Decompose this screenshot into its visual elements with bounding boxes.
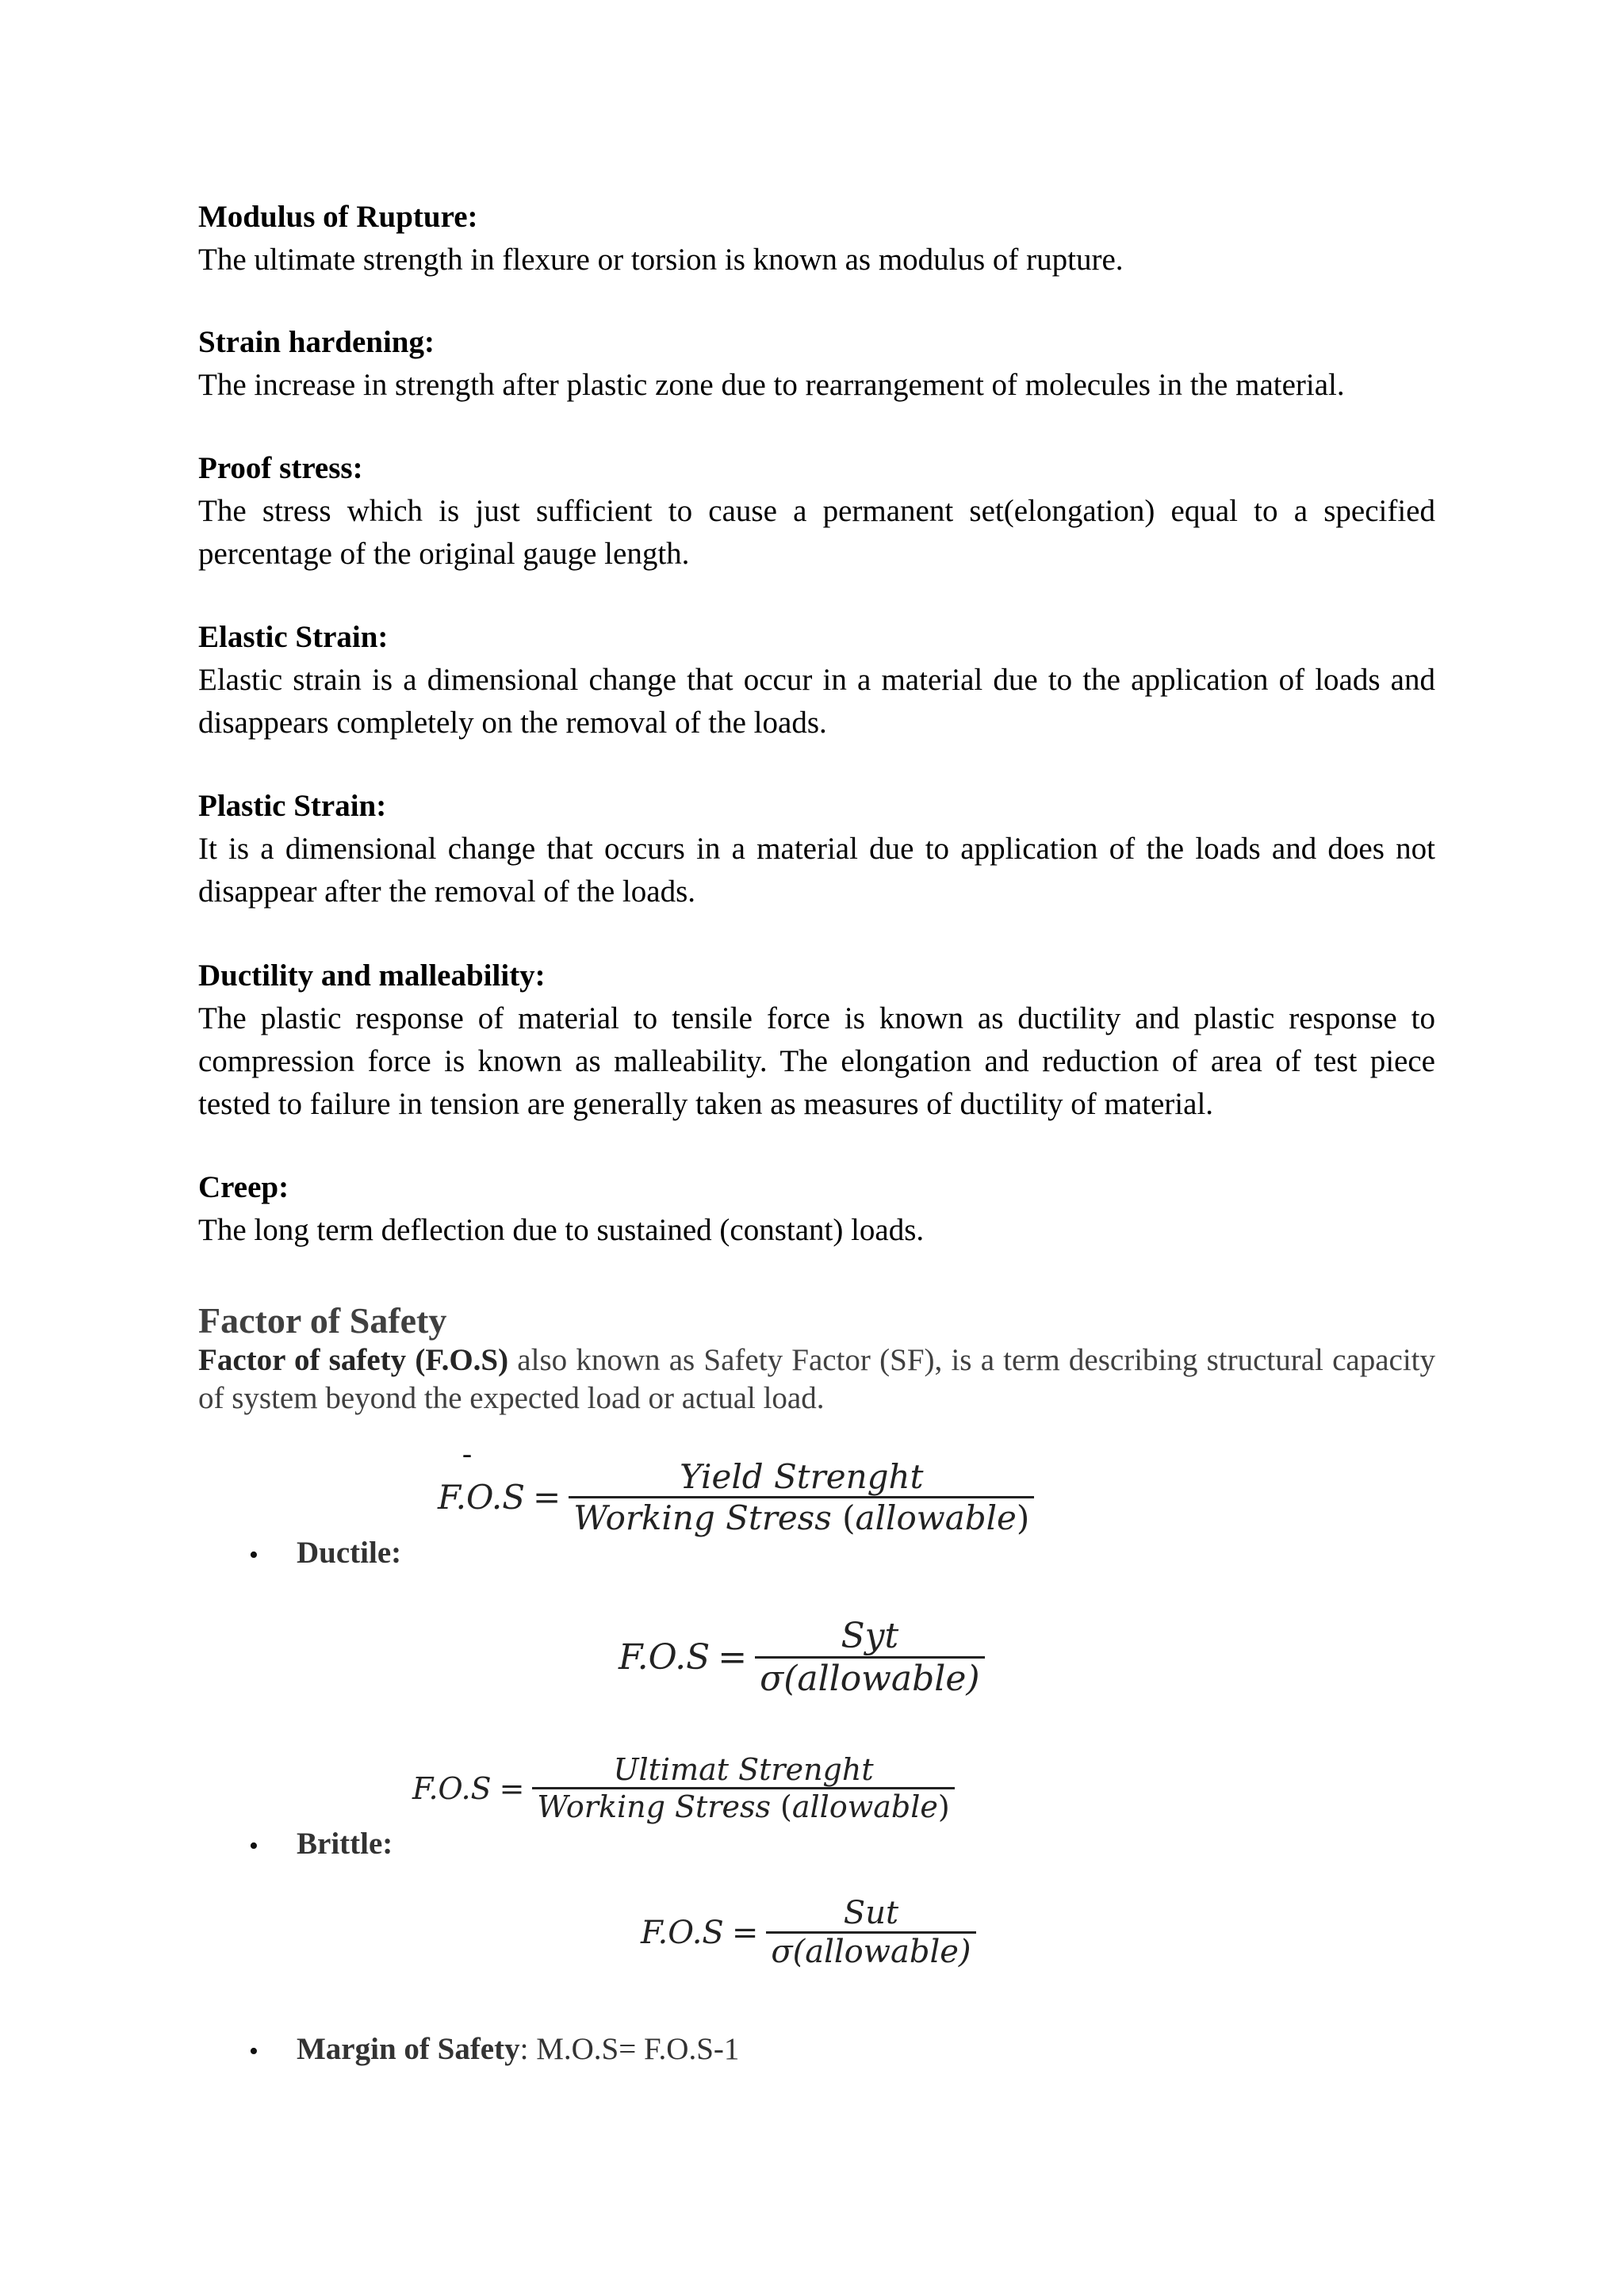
- formula-numerator: Ultimat Strenght: [613, 1752, 874, 1787]
- den-part: Working Stress: [537, 1789, 781, 1824]
- den-paren-open: (: [780, 1789, 792, 1824]
- formula-fraction: [532, 1752, 954, 1824]
- definition-creep: [198, 1166, 1435, 1252]
- definition-term: Elastic Strain:: [198, 620, 389, 654]
- formula-numerator: Sut: [843, 1895, 899, 1931]
- fos-intro-bold: Factor of safety (F.O.S): [198, 1343, 509, 1377]
- definition-ductility-malleability: [198, 955, 1435, 1126]
- definition-text: The long term deflection due to sustained (constant) loads.: [198, 1213, 925, 1247]
- formula-fraction: [755, 1616, 984, 1699]
- bullet-brittle: [297, 1826, 393, 1862]
- stray-dash: -: [462, 1437, 472, 1469]
- formula-denominator: [532, 1787, 954, 1824]
- bullet-margin-of-safety: [297, 2031, 739, 2067]
- den-paren-close: ): [1016, 1498, 1030, 1537]
- formula-fraction: [569, 1457, 1034, 1537]
- definition-modulus-of-rupture: [198, 196, 1435, 281]
- brittle-formula-ultimate: [412, 1752, 955, 1824]
- formula-lhs: F.O.S: [412, 1770, 492, 1806]
- definition-term: Modulus of Rupture:: [198, 200, 478, 234]
- definition-strain-hardening: [198, 321, 1435, 407]
- bullet-ductile: [297, 1535, 401, 1571]
- definition-term: Strain hardening:: [198, 325, 435, 359]
- formula-denominator: σ(allowable): [766, 1931, 975, 1970]
- definition-term: Plastic Strain:: [198, 789, 387, 823]
- den-paren-close: ): [937, 1789, 950, 1824]
- definition-text: The plastic response of material to tensile force is known as ductility and plastic response to compression force is known as malleability. The elongation and reduction of area of test piece tested to failure in tension are generally taken as measures of ductility of material.: [198, 1001, 1435, 1121]
- fos-intro-paragraph: [198, 1341, 1435, 1418]
- definition-text: It is a dimensional change that occurs in a material due to application of the loads and does not disappear after the removal of the loads.: [198, 832, 1435, 909]
- bullet-text: : M.O.S= F.O.S-1: [519, 2032, 740, 2066]
- definition-term: Creep:: [198, 1170, 289, 1204]
- formula-fraction: [766, 1895, 975, 1970]
- formula-equals: =: [718, 1637, 748, 1678]
- formula-numerator: Yield Strenght: [680, 1457, 924, 1496]
- definition-text: Elastic strain is a dimensional change that occur in a material due to the application of loads and disappears completely on the removal of the loads.: [198, 663, 1435, 740]
- bullet-label: Ductile:: [297, 1536, 402, 1570]
- bullet-dot: •: [249, 2037, 259, 2066]
- definition-text: The stress which is just sufficient to cause a permanent set(elongation) equal to a specified percentage of the original gauge length.: [198, 494, 1435, 571]
- formula-lhs: F.O.S: [619, 1637, 710, 1678]
- formula-numerator: Syt: [841, 1616, 899, 1656]
- formula-lhs: F.O.S: [641, 1914, 724, 1951]
- den-part: allowable: [855, 1498, 1017, 1537]
- bullet-label: Brittle:: [297, 1827, 393, 1861]
- section-heading-factor-of-safety: Factor of Safety: [198, 1300, 447, 1341]
- formula-denominator: [569, 1496, 1034, 1537]
- definition-plastic-strain: [198, 785, 1435, 913]
- ductile-formula-syt: [619, 1616, 985, 1699]
- definition-proof-stress: [198, 447, 1435, 576]
- formula-equals: =: [731, 1914, 759, 1951]
- definition-term: Proof stress:: [198, 451, 363, 485]
- brittle-formula-sut: [641, 1895, 976, 1970]
- ductile-formula-yield: [438, 1457, 1034, 1537]
- formula-lhs: F.O.S: [438, 1478, 526, 1517]
- bullet-dot: •: [249, 1540, 259, 1570]
- den-part: Working Stress: [573, 1498, 843, 1537]
- formula-equals: =: [499, 1770, 525, 1806]
- formula-equals: =: [533, 1478, 561, 1517]
- definition-term: Ductility and malleability:: [198, 959, 546, 993]
- definition-text: The ultimate strength in flexure or torsion is known as modulus of rupture.: [198, 243, 1124, 277]
- den-part: allowable: [791, 1789, 938, 1824]
- bullet-label: Margin of Safety: [297, 2032, 520, 2066]
- definition-elastic-strain: [198, 616, 1435, 744]
- den-paren-open: (: [842, 1498, 856, 1537]
- bullet-dot: •: [249, 1831, 259, 1861]
- fos-intro-rest: also known as Safety Factor (SF), is a term describing structural capacity of system beyond the expected load or actual load.: [198, 1343, 1435, 1415]
- definition-text: The increase in strength after plastic zone due to rearrangement of molecules in the material.: [198, 368, 1345, 402]
- formula-denominator: σ(allowable): [755, 1656, 984, 1699]
